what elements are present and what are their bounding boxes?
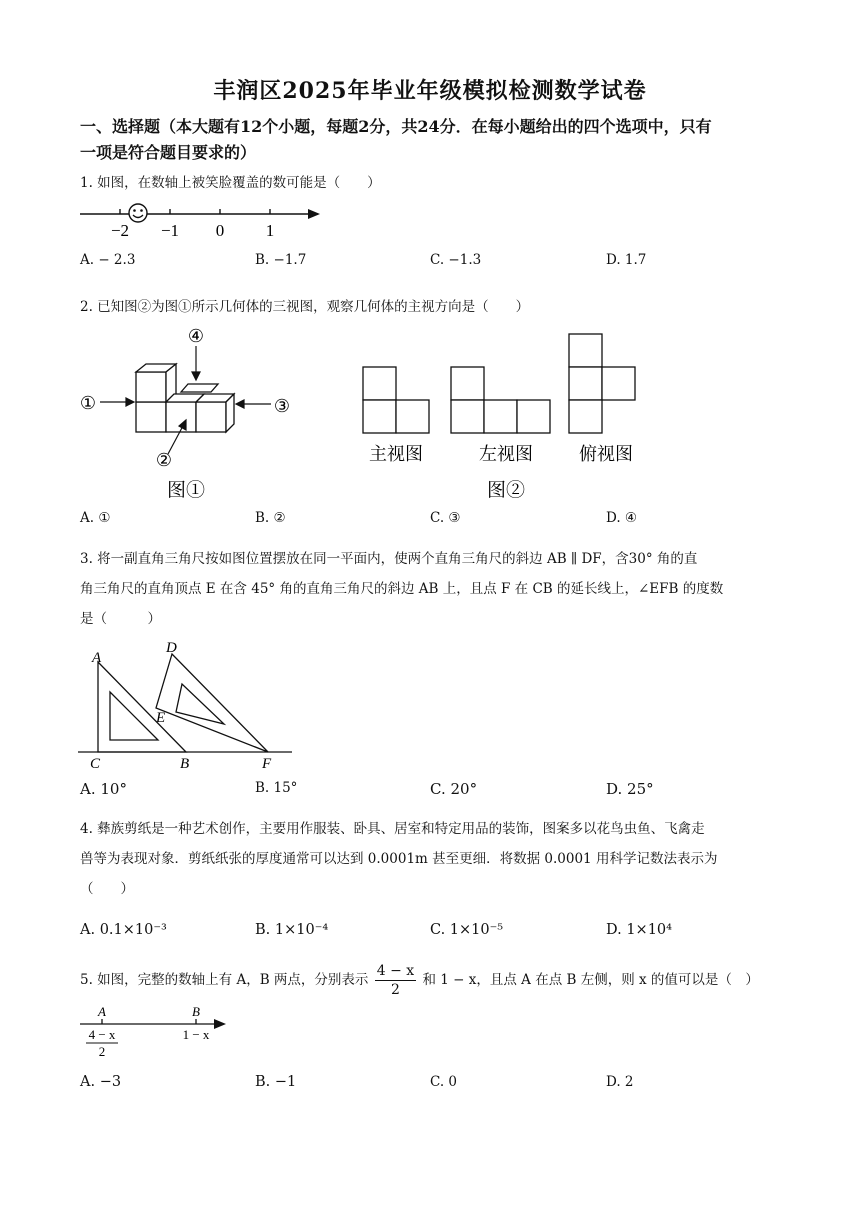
- option-a[interactable]: A. 0.1×10⁻³: [80, 922, 167, 938]
- question-5-stem-before: 5. 如图，完整的数轴上有 A，B 两点，分别表示: [80, 972, 369, 988]
- point-label-b: B: [180, 756, 190, 770]
- question-1-number-line: [78, 198, 328, 242]
- arrow-label-3: ③: [273, 396, 291, 416]
- option-c[interactable]: C. ③: [430, 510, 461, 526]
- question-2-stem: 2. 已知图②为图①所示几何体的三视图，观察几何体的主视方向是（ ）: [80, 299, 530, 315]
- option-a[interactable]: A. 10°: [80, 780, 127, 798]
- tick-label: 0: [215, 221, 225, 240]
- option-d[interactable]: D. 1×10⁴: [606, 922, 672, 938]
- option-d[interactable]: D. ④: [606, 510, 638, 526]
- view-label-top: 俯视图: [579, 444, 633, 465]
- point-a-value-denominator: 2: [98, 1044, 106, 1059]
- option-b[interactable]: B. 15°: [255, 780, 298, 796]
- view-label-left: 左视图: [479, 444, 533, 465]
- question-4-stem-line3: （ ）: [80, 881, 134, 897]
- front-view: [363, 367, 429, 433]
- figure-1-caption: 图①: [166, 480, 206, 501]
- tick-label: −1: [160, 221, 180, 240]
- option-d[interactable]: D. 2: [606, 1074, 634, 1090]
- top-view: [569, 334, 635, 433]
- arrow-label-2: ②: [155, 450, 173, 470]
- question-5-number-line: [78, 1004, 238, 1060]
- fraction: [375, 962, 416, 999]
- question-3-stem-line3: 是（ ）: [80, 611, 161, 627]
- question-3-stem: [80, 544, 800, 634]
- arrow-label-1: ①: [79, 393, 97, 413]
- option-c[interactable]: C. 0: [430, 1074, 458, 1090]
- point-a-value-numerator: 4 − x: [88, 1027, 116, 1042]
- option-c[interactable]: C. 1×10⁻⁵: [430, 922, 504, 938]
- option-c[interactable]: C. 20°: [430, 780, 478, 798]
- question-3-stem-line2: 角三角尺的直角顶点 E 在含 45° 角的直角三角尺的斜边 AB 上，且点 F 在 CB 的延长线上，∠EFB 的度数: [80, 581, 724, 597]
- question-3-figure: [76, 640, 296, 770]
- fraction-numerator: 4 − x: [376, 963, 415, 979]
- arrow-label-4: ④: [187, 326, 205, 346]
- point-label-e: E: [156, 710, 166, 726]
- point-label-b: B: [192, 1004, 200, 1019]
- option-b[interactable]: B. −1: [255, 1074, 297, 1090]
- question-4-stem-line2: 兽等为表现对象．剪纸纸张的厚度通常可以达到 0.0001m 甚至更细．将数据 0.0001 用科学记数法表示为: [80, 851, 718, 867]
- page-title: 丰润区2025年毕业年级模拟检测数学试卷: [213, 78, 647, 104]
- section-heading: [80, 114, 800, 166]
- left-view: [451, 367, 550, 433]
- point-label-d: D: [166, 640, 177, 656]
- option-a[interactable]: A. − 2.3: [80, 252, 136, 268]
- figure-2-caption: 图②: [486, 480, 526, 501]
- option-a[interactable]: A. ①: [80, 510, 111, 526]
- point-label-a: A: [92, 650, 102, 666]
- tick-label: −2: [110, 221, 130, 240]
- tick-label: 1: [265, 221, 275, 240]
- section-heading-line1: 一、选择题（本大题有12个小题，每题2分，共24分．在每小题给出的四个选项中，只有: [80, 117, 712, 136]
- section-heading-line2: 一项是符合题目要求的）: [80, 143, 257, 162]
- fraction-denominator: 2: [390, 982, 400, 998]
- question-5-stem: [80, 962, 800, 999]
- question-4-stem-line1: 4. 彝族剪纸是一种艺术创作，主要用作服装、卧具、居室和特定用品的装饰，图案多以花鸟虫鱼、飞禽走: [80, 821, 705, 837]
- point-label-a: A: [98, 1004, 106, 1019]
- smiley-face-icon: [129, 204, 147, 222]
- option-b[interactable]: B. 1×10⁻⁴: [255, 922, 329, 938]
- point-label-c: C: [90, 756, 101, 770]
- option-c[interactable]: C. −1.3: [430, 252, 482, 268]
- view-label-front: 主视图: [369, 444, 423, 465]
- question-5-stem-after: 和 1 − x，且点 A 在点 B 左侧，则 x 的值可以是（ ）: [422, 972, 759, 988]
- question-4-stem: [80, 814, 800, 904]
- question-2-figure: [76, 322, 676, 504]
- point-label-f: F: [262, 756, 272, 770]
- option-b[interactable]: B. −1.7: [255, 252, 307, 268]
- question-3-stem-line1: 3. 将一副直角三角尺按如图位置摆放在同一平面内，使两个直角三角尺的斜边 AB ∥ DF，含30° 角的直: [80, 551, 698, 567]
- option-d[interactable]: D. 1.7: [606, 252, 647, 268]
- point-b-value: 1 − x: [182, 1027, 210, 1042]
- question-1-stem: 1. 如图，在数轴上被笑脸覆盖的数可能是（ ）: [80, 175, 381, 191]
- option-a[interactable]: A. −3: [80, 1074, 122, 1090]
- option-b[interactable]: B. ②: [255, 510, 286, 526]
- option-d[interactable]: D. 25°: [606, 780, 654, 798]
